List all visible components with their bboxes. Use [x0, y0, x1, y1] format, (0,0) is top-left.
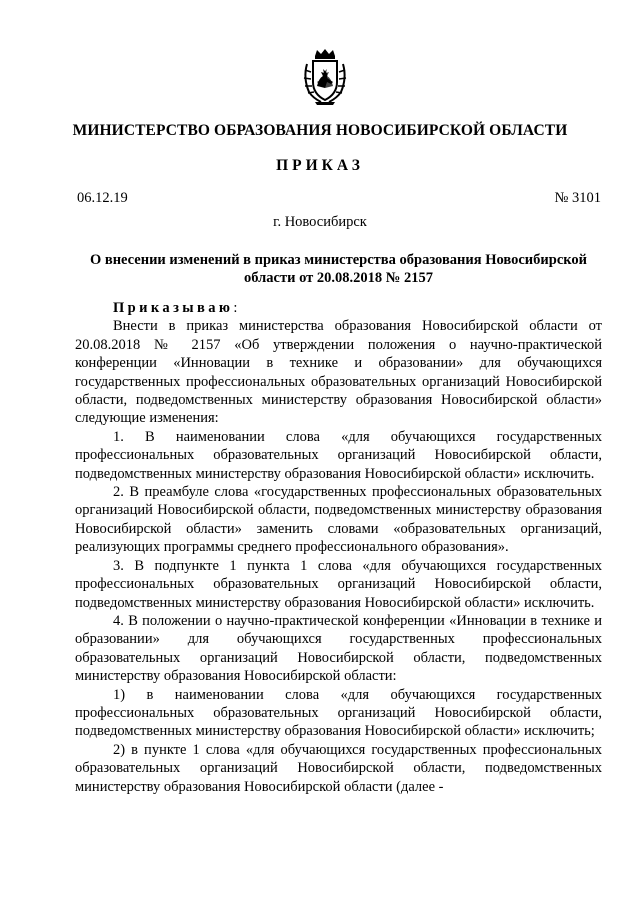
- directive-punct: :: [233, 300, 238, 316]
- paragraph-item-1: 1. В наименовании слова «для обучающихся государственных профессиональных образовательных организаций Новосибирской области, подведомственных министерству образования Новосибирской области» исключить.: [75, 428, 602, 482]
- order-subject: О внесении изменений в приказ министерства образования Новосибирской области от 20.08.2018 № 2157: [89, 252, 588, 286]
- document-type-title: ПРИКАЗ: [276, 157, 364, 174]
- paragraph-intro: Внести в приказ министерства образования Новосибирской области от 20.08.2018 № 2157 «Об утверждении положения о научно-практической конференции «Инновации в технике и образовании» для обучающихся государственных профессиональных образовательных организаций Новосибирской области, подведомственных министерству образования Новосибирской области» следующие изменения:: [75, 318, 602, 427]
- subparagraph-4-1: 1) в наименовании слова «для обучающихся государственных профессиональных образовательных организаций Новосибирской области, подведомственных министерству образования Новосибирской области» исключить;: [75, 686, 602, 740]
- directive-word: Приказываю: [113, 300, 234, 316]
- paragraph-item-3: 3. В подпункте 1 пункта 1 слова «для обучающихся государственных профессиональных образовательных организаций Новосибирской области, подведомственных министерству образования Новосибирской области» исключить.: [75, 557, 602, 611]
- order-number: № 3101: [554, 190, 601, 206]
- paragraph-item-2: 2. В преамбуле слова «государственных профессиональных образовательных организаций Новосибирской области, подведомственных министерству образования Новосибирской области» заменить словами «образовательных организаций, реализующих программы среднего профессионального образования».: [75, 484, 602, 556]
- order-directive: [75, 299, 602, 317]
- issue-city: г. Новосибирск: [273, 214, 367, 230]
- coat-of-arms-icon: [301, 48, 349, 106]
- paragraph-item-4: 4. В положении о научно-практической конференции «Инновации в технике и образовании» для обучающихся государственных профессиональных образовательных организаций Новосибирской области, подведомственных министерству образования Новосибирской области:: [75, 612, 602, 685]
- subparagraph-4-2: 2) в пункте 1 слова «для обучающихся государственных профессиональных образовательных организаций Новосибирской области, подведомственных министерству образования Новосибирской области (далее -: [75, 741, 602, 795]
- order-date: 06.12.19: [77, 190, 128, 206]
- ministry-name: МИНИСТЕРСТВО ОБРАЗОВАНИЯ НОВОСИБИРСКОЙ ОБЛАСТИ: [72, 122, 568, 139]
- order-body: [75, 299, 602, 796]
